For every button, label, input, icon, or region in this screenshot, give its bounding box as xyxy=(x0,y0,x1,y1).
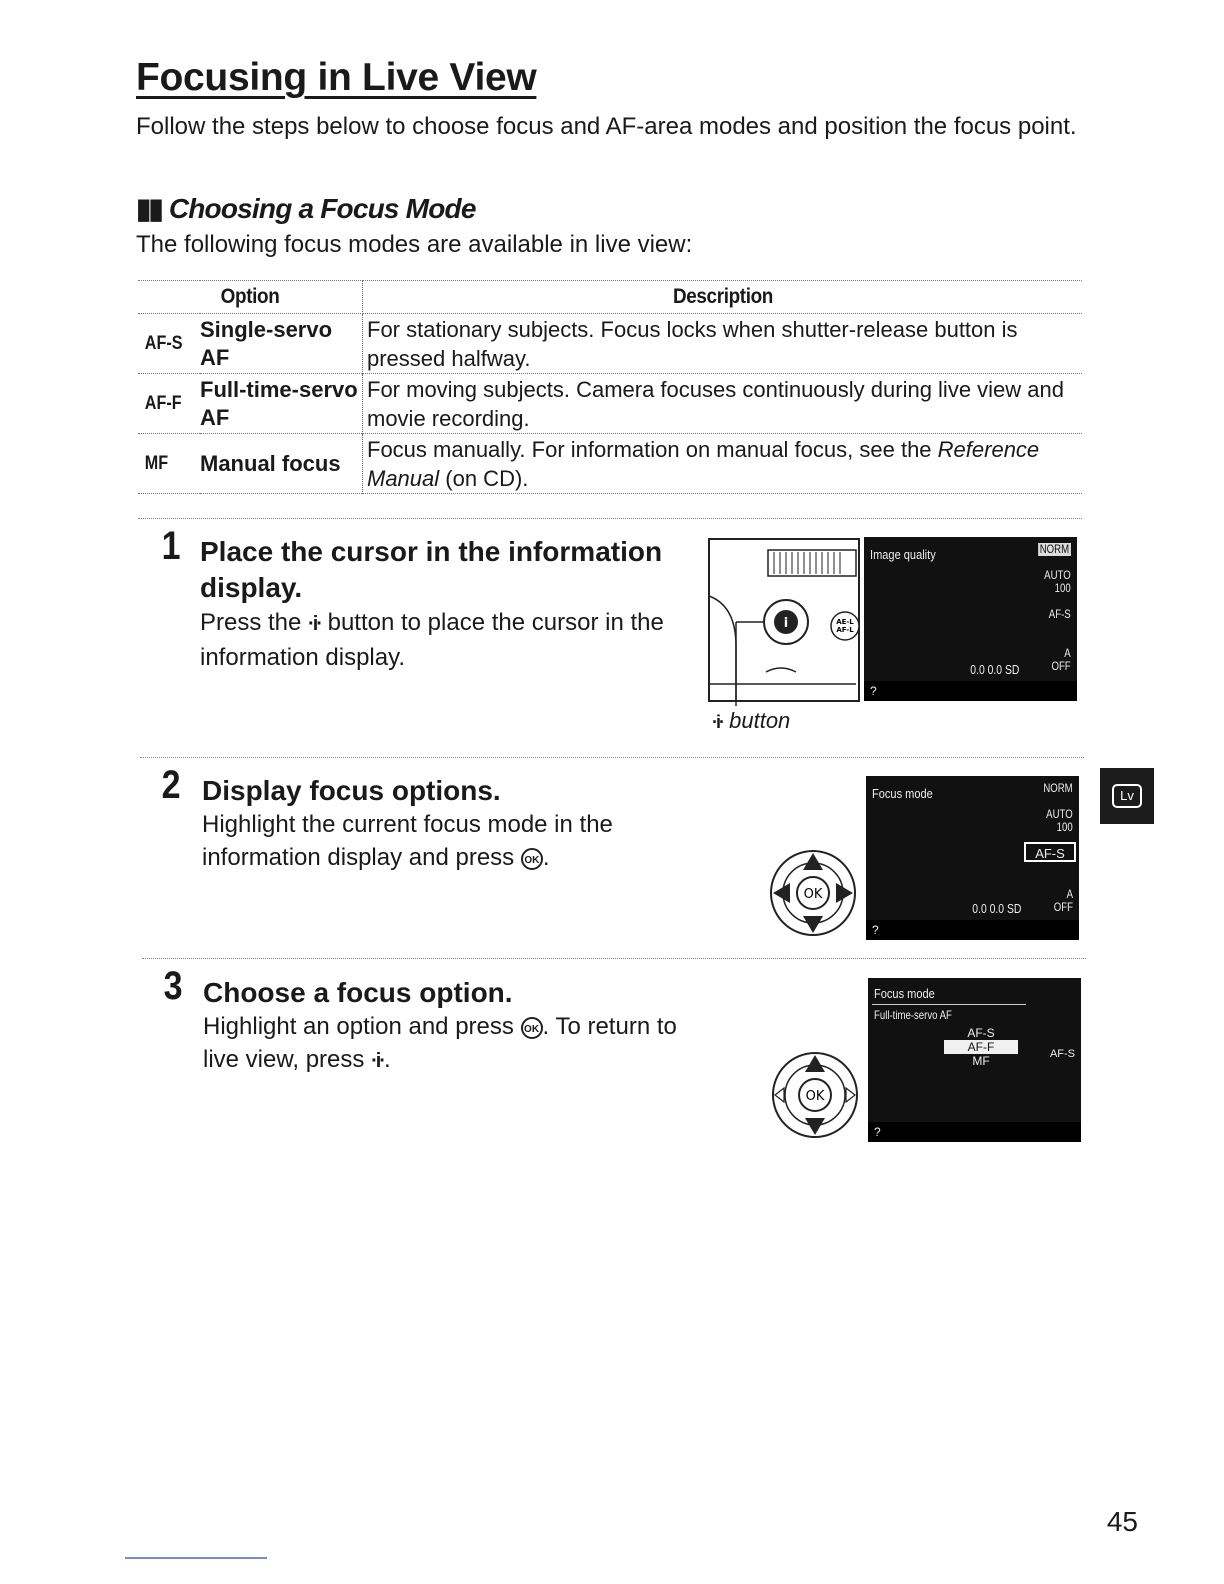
step-title: Choose a focus option. xyxy=(203,977,513,1008)
ok-button-icon: OK xyxy=(521,1017,543,1039)
camera-back-illustration xyxy=(706,536,862,706)
info-button-icon: ·i· xyxy=(712,712,723,732)
setting-adl: A xyxy=(1066,887,1073,901)
mode-name: Manual focus xyxy=(200,434,363,494)
screen-focus-options xyxy=(868,978,1081,1142)
help-icon: ? xyxy=(874,1125,881,1139)
screen-label: Image quality xyxy=(870,547,936,562)
help-icon: ? xyxy=(870,684,877,698)
page-title: Focusing in Live View xyxy=(136,56,537,99)
ok-button-icon: OK xyxy=(521,848,543,870)
step-body xyxy=(203,1010,703,1078)
page-number: 45 xyxy=(1106,1506,1138,1537)
screen-image-quality xyxy=(864,537,1077,701)
mode-name: Single-servo AF xyxy=(200,314,363,374)
setting-bkt: OFF xyxy=(1051,659,1071,673)
step-title: Place the cursor in the information display. xyxy=(200,536,663,603)
table-header-description: Description xyxy=(398,281,1046,314)
info-button-icon: ·i· xyxy=(308,613,321,635)
ok-label: OK xyxy=(805,1089,825,1104)
setting-iso: 100 xyxy=(1054,581,1071,595)
setting-quality: NORM xyxy=(1043,781,1073,795)
section-heading xyxy=(136,192,476,225)
setting-quality: NORM xyxy=(1040,542,1070,556)
svg-text:i: i xyxy=(783,616,789,631)
current-focus-mode: AF-S xyxy=(1049,1048,1075,1060)
focus-mode-table xyxy=(138,280,1082,494)
screen-settings-column xyxy=(1044,782,1073,834)
step-number: 3 xyxy=(163,964,183,1008)
mode-description: For moving subjects. Camera focuses continuously during live view and movie recording. xyxy=(367,376,1064,431)
multi-selector-icon xyxy=(770,1050,860,1140)
table-row xyxy=(138,374,1082,434)
setting-wb: AUTO xyxy=(1046,807,1073,821)
option-af-f[interactable]: AF-F xyxy=(944,1040,1018,1054)
mode-description xyxy=(363,434,1083,494)
screen-settings-column-bottom xyxy=(1054,888,1073,914)
divider xyxy=(142,958,1086,959)
divider xyxy=(140,757,1084,758)
info-button-caption xyxy=(712,708,790,734)
mode-name: Full-time-servo AF xyxy=(200,374,363,434)
description-text: (on CD). xyxy=(439,465,529,491)
exposure-readout: 0.0 0.0 SD xyxy=(969,662,1019,677)
screen-settings-column xyxy=(1038,543,1071,673)
screen-label: Focus mode xyxy=(874,986,935,1001)
mode-code: AF-F xyxy=(144,392,182,414)
step-body xyxy=(200,606,680,674)
step-text: Highlight an option and press xyxy=(203,1013,521,1040)
svg-text:AE-L: AE-L xyxy=(836,618,854,626)
setting-wb: AUTO xyxy=(1044,568,1071,582)
step-text: . xyxy=(383,1046,391,1073)
step-body xyxy=(202,808,682,874)
svg-text:AF-L: AF-L xyxy=(836,626,854,634)
description-text: Focus manually. For information on manual focus, see the xyxy=(367,436,938,462)
caption-text: button xyxy=(729,708,791,733)
divider xyxy=(138,518,1082,519)
table-row xyxy=(138,314,1082,374)
step-text: Press the xyxy=(200,609,309,636)
intro-text: Follow the steps below to choose focus and AF-area modes and position the focus point. xyxy=(136,113,1077,140)
setting-iso: 100 xyxy=(1056,820,1073,834)
label-underline xyxy=(872,1004,1026,1005)
section-intro: The following focus modes are available in live view: xyxy=(136,231,693,258)
section-marker-icon: ▮▮ xyxy=(136,193,161,224)
info-button-icon: ·i· xyxy=(371,1050,384,1072)
live-view-section-tab xyxy=(1100,768,1154,824)
option-description: Full-time-servo AF xyxy=(874,1008,952,1022)
option-af-s[interactable]: AF-S xyxy=(967,1026,995,1040)
screen-bottom-bar xyxy=(864,681,1077,701)
reference-manual-ref: Reference Manual xyxy=(367,436,1040,491)
screen-bottom-bar xyxy=(866,920,1079,940)
exposure-readout: 0.0 0.0 SD xyxy=(971,901,1021,916)
step-text: . To return to live view, press xyxy=(203,1013,677,1073)
mode-code: MF xyxy=(144,452,169,474)
table-header-row xyxy=(138,281,1082,314)
ok-label: OK xyxy=(803,887,823,902)
focus-options-list xyxy=(944,1026,1018,1068)
help-icon: ? xyxy=(872,923,879,937)
step-text: button to place the cursor in the information display. xyxy=(200,609,664,671)
screen-label: Focus mode xyxy=(872,786,933,801)
mode-code: AF-S xyxy=(144,332,183,354)
option-mf[interactable]: MF xyxy=(972,1054,990,1068)
step-text: Highlight the current focus mode in the information display and press xyxy=(202,811,613,871)
step-text: . xyxy=(542,844,550,871)
setting-bkt: OFF xyxy=(1053,900,1073,914)
live-view-icon: Lv xyxy=(1112,784,1142,808)
multi-selector-icon xyxy=(768,848,858,938)
focus-mode-selected[interactable]: AF-S xyxy=(1024,842,1076,862)
footer-link-line xyxy=(125,1557,267,1559)
table-row xyxy=(138,434,1082,494)
setting-focus: AF-S xyxy=(1049,607,1071,621)
step-title: Display focus options. xyxy=(202,775,501,806)
step-number: 2 xyxy=(161,763,181,807)
table-header-option: Option xyxy=(149,281,351,314)
setting-adl: A xyxy=(1064,646,1071,660)
screen-focus-mode xyxy=(866,776,1079,940)
mode-description: For stationary subjects. Focus locks when shutter-release button is pressed halfway. xyxy=(367,316,1018,371)
section-heading-text: Choosing a Focus Mode xyxy=(168,193,476,224)
step-number: 1 xyxy=(161,524,181,568)
screen-bottom-bar xyxy=(868,1122,1081,1142)
